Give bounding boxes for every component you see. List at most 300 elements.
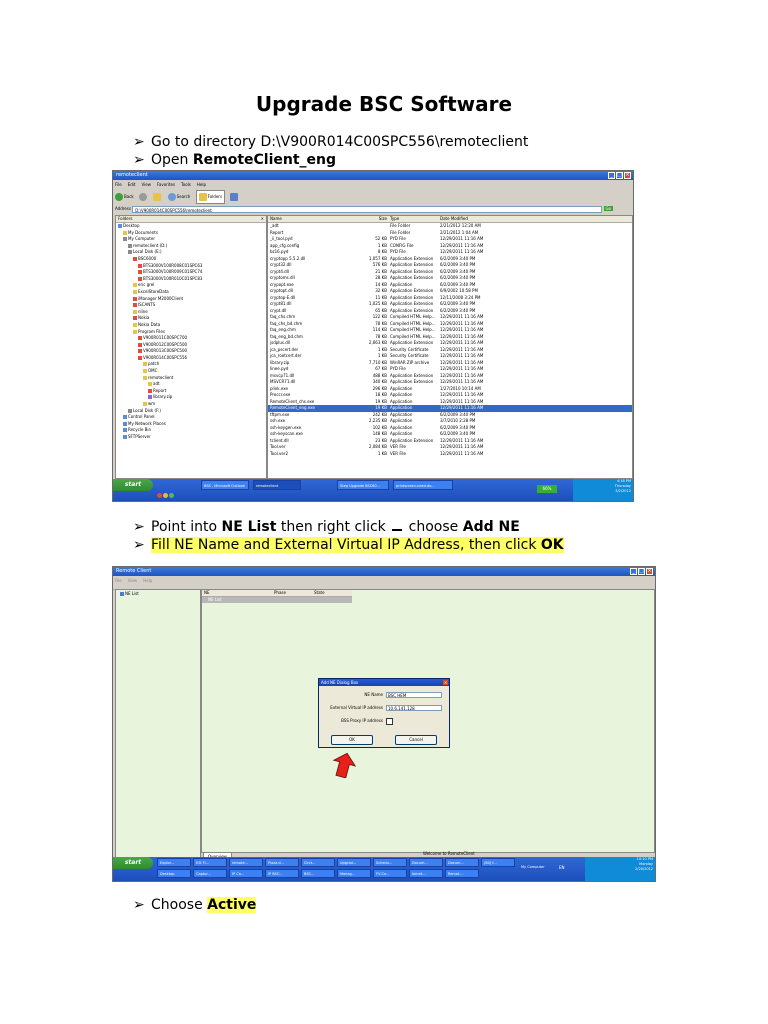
start-button[interactable]: start: [113, 479, 153, 491]
menu-file[interactable]: File: [115, 182, 122, 187]
file-name: ssh-keygen.exe: [270, 424, 302, 430]
file-date: 6/2/2009 3:40 PM: [440, 424, 476, 430]
folder-label: V900R014C00SPC556: [143, 354, 188, 360]
folder-icon: [133, 257, 137, 261]
file-size: 11 KB: [375, 294, 387, 300]
column-phase[interactable]: Phase: [274, 590, 286, 595]
close-icon[interactable]: ×: [647, 568, 652, 574]
taskbar-item[interactable]: Manag...: [337, 869, 371, 878]
close-icon[interactable]: ×: [625, 172, 630, 178]
ne-list-label: NE List: [125, 591, 139, 596]
file-type: Application: [390, 431, 413, 436]
file-size: 340 KB: [372, 379, 387, 384]
folder-label: Report: [153, 387, 167, 393]
folder-icon: [123, 428, 127, 432]
bullet-choose-active: [133, 896, 256, 914]
menu-edit[interactable]: Edit: [127, 182, 136, 187]
bullet-text: choose: [404, 519, 463, 535]
file-type: Application Extension: [390, 437, 434, 443]
external-ip-label: External Virtual IP address: [330, 705, 383, 710]
folder-label: patch: [148, 361, 160, 367]
ne-name-row: [323, 691, 442, 698]
bsc-proxy-label: BSS Proxy IP address: [341, 718, 383, 723]
taskbar-item[interactable]: remoteclient: [253, 480, 301, 490]
ne-list-row[interactable]: NE List: [202, 597, 352, 603]
file-date: 6/2/2009 3:40 PM: [440, 281, 476, 287]
address-input[interactable]: D:\V900R014C00SPC556\remoteclient: [132, 206, 602, 213]
taskbar-item[interactable]: BSC...: [301, 869, 335, 878]
column-date[interactable]: Date Modified: [440, 216, 468, 221]
folder-tree-item[interactable]: [116, 342, 266, 349]
file-type: Application: [390, 411, 413, 417]
file-size: 296 KB: [372, 385, 387, 391]
folder-tree-item[interactable]: [116, 296, 266, 303]
bullet-bold-text: Active: [207, 897, 257, 913]
folder-label: remoteclient (D:): [133, 242, 168, 248]
file-name: cryptopt.dll: [270, 288, 293, 293]
file-size: 1 KB: [377, 450, 387, 456]
file-name: jsdplus.dll: [270, 340, 291, 345]
folder-label: remoteclient: [148, 374, 174, 380]
folder-label: Recycle Bin: [128, 427, 152, 433]
file-date: 6/9/2002 10:58 PM: [440, 288, 478, 293]
forward-arrow-icon: [139, 193, 147, 201]
folder-tree-item[interactable]: [116, 236, 266, 243]
file-name: _ii_tool.pyd: [270, 236, 293, 241]
folder-tree-item[interactable]: [116, 329, 266, 336]
file-date: 6/2/2009 3:40 PM: [440, 262, 476, 267]
file-name: ssh.exe: [270, 418, 286, 423]
folder-tree-item[interactable]: [116, 223, 266, 230]
folder-icon: [133, 297, 137, 301]
remote-menubar: [115, 577, 158, 584]
app-icon[interactable]: [169, 493, 174, 498]
folder-label: ExcelStoreData: [138, 288, 169, 294]
column-name[interactable]: Name: [270, 216, 282, 221]
bsc-proxy-checkbox[interactable]: [386, 718, 393, 725]
file-name: crypopt.exe: [270, 281, 294, 287]
folder-icon: [138, 264, 142, 268]
folder-tree-item[interactable]: [116, 269, 266, 276]
folder-tree-item[interactable]: [116, 368, 266, 375]
up-button[interactable]: [153, 191, 162, 203]
folder-tree-item[interactable]: [116, 315, 266, 322]
file-row[interactable]: [268, 451, 632, 458]
folder-tree-item[interactable]: [116, 322, 266, 329]
explorer-title: remoteclient: [116, 172, 148, 178]
file-type: Compiled HTML Help...: [390, 320, 436, 326]
file-name: crypt81.dll: [270, 301, 292, 306]
folder-tree-item[interactable]: [116, 401, 266, 408]
file-date: 6/2/2009 3:40 PM: [440, 255, 476, 261]
search-button[interactable]: [168, 191, 191, 203]
folder-label: BSC6000: [138, 255, 157, 261]
minimize-icon[interactable]: _: [630, 568, 637, 575]
file-name: linee.pyd: [270, 366, 289, 371]
file-type: Application: [390, 281, 413, 287]
file-date: 12/29/2011 11:16 AM: [440, 249, 484, 254]
file-date: 12/29/2011 11:16 AM: [440, 327, 484, 332]
bullet-bold-text: NE List: [221, 519, 277, 535]
address-label: Address: [115, 206, 131, 211]
folder-tree-item[interactable]: [116, 361, 266, 368]
start-button[interactable]: start: [113, 857, 153, 869]
clock-day: Thursday: [614, 484, 631, 488]
folder-tree-item[interactable]: [116, 243, 266, 250]
arrow-bullet-icon: ➢: [133, 897, 145, 913]
quick-launch: [157, 492, 187, 499]
file-type: Application Extension: [390, 288, 434, 293]
folder-tree-item[interactable]: [116, 421, 266, 428]
taskbar-item[interactable]: Docum...: [445, 858, 479, 867]
file-name: crypt4.dll: [270, 268, 289, 274]
folder-tree-item[interactable]: [116, 230, 266, 237]
folder-label: wm: [148, 401, 156, 407]
folder-label: Local Disk (E:): [133, 249, 162, 255]
minimize-icon[interactable]: _: [608, 172, 615, 179]
folder-label: OMC: [148, 368, 158, 374]
taskbar-item[interactable]: FV-Co...: [373, 869, 407, 878]
file-size: 1,057 KB: [368, 255, 387, 261]
file-name: cryptoms.dll: [270, 275, 295, 280]
folder-icon: [148, 382, 152, 386]
menu-file[interactable]: File: [115, 578, 122, 583]
folder-icon: [133, 310, 137, 314]
folder-tree-item[interactable]: [116, 394, 266, 401]
file-size: 52 KB: [375, 236, 387, 241]
file-size: 78 KB: [375, 333, 387, 339]
folders-header-label: Folders: [118, 216, 133, 221]
folders-pane: [115, 215, 267, 479]
file-name: Proccr.exe: [270, 392, 291, 397]
forward-button[interactable]: [139, 191, 148, 203]
taskbar-item[interactable]: Captur...: [193, 869, 227, 878]
folder-label: V900R013C00SPC500: [143, 348, 188, 354]
file-type: PYD File: [390, 249, 406, 254]
remote-title: Remote Client: [116, 568, 152, 574]
file-type: PYD File: [390, 236, 406, 241]
bullet-point-ne-list: [133, 518, 520, 536]
folders-header: [116, 216, 266, 223]
file-type: Application Extension: [390, 340, 434, 345]
external-ip-input[interactable]: 10.6.141.128: [386, 705, 442, 711]
file-size: 1 KB: [377, 353, 387, 358]
taskbar-item[interactable]: Circt...: [301, 858, 335, 867]
folder-label: Program Files: [138, 328, 165, 334]
file-date: 1/27/2010 10:14 AM: [440, 385, 481, 391]
file-date: 6/2/2009 3:40 PM: [440, 431, 476, 436]
ok-button[interactable]: OK: [331, 735, 373, 745]
folder-tree-item[interactable]: [116, 309, 266, 316]
folder-label: iManager M2000Client: [138, 295, 184, 301]
my-computer-label[interactable]: My Computer: [521, 865, 545, 869]
folder-icon: [123, 231, 127, 235]
file-name: faq_chs_bd.chm: [270, 320, 303, 326]
file-type: CONFIG File: [390, 242, 414, 248]
file-type: Application: [390, 424, 413, 430]
file-date: 2/21/2012 1:04 AM: [440, 229, 479, 235]
folder-label: eric grel: [138, 282, 155, 288]
menu-help[interactable]: Help: [196, 182, 207, 187]
file-size: 2,663 KB: [368, 340, 387, 345]
taskbar-item[interactable]: Plaza.d...: [265, 858, 299, 867]
folder-label: Local Disk (F:): [133, 407, 161, 413]
file-name: _adt: [270, 223, 279, 228]
taskbar-item[interactable]: IP Ca...: [229, 869, 263, 878]
external-ip-row: [323, 704, 442, 711]
file-size: 21 KB: [375, 268, 387, 274]
folder-tree-item[interactable]: [116, 388, 266, 395]
folder-tree-item[interactable]: [116, 256, 266, 263]
close-pane-icon[interactable]: ×: [260, 216, 264, 221]
bullet-text: Go to directory D:\V900R014C00SPC556\remoteclient: [151, 134, 529, 150]
arrow-bullet-icon: ➢: [133, 152, 145, 168]
folder-label: Nokia Data: [138, 321, 161, 327]
language-indicator[interactable]: EN: [559, 865, 565, 870]
folder-tree-item[interactable]: [116, 263, 266, 270]
folder-icon: [138, 336, 142, 340]
file-date: 12/29/2011 11:16 AM: [440, 340, 484, 345]
menu-view[interactable]: View: [141, 182, 151, 187]
file-date: 12/29/2011 11:16 AM: [440, 372, 484, 378]
folder-tree-item[interactable]: [116, 408, 266, 415]
file-size: 1 KB: [377, 242, 387, 248]
folder-tree-item[interactable]: [116, 276, 266, 283]
file-type: Application: [390, 418, 413, 423]
taskbar-item[interactable]: Schedu...: [373, 858, 407, 867]
folder-icon: [143, 369, 147, 373]
explorer-screenshot: [112, 170, 634, 502]
dialog-title: Add NE Dialog Box: [321, 680, 359, 685]
file-name: Tool.ver2: [270, 450, 289, 456]
maximize-icon[interactable]: □: [639, 568, 644, 574]
add-ne-dialog: [318, 678, 450, 748]
taskbar-item[interactable]: Desktop: [157, 869, 191, 878]
file-date: 12/11/2008 3:24 PM: [440, 294, 481, 300]
menu-tools[interactable]: Tools: [181, 182, 191, 187]
file-size: 114 KB: [372, 327, 387, 332]
file-date: 12/29/2011 11:16 AM: [440, 333, 484, 339]
file-date: 12/29/2011 11:16 AM: [440, 450, 484, 456]
file-type: Application Extension: [390, 262, 434, 267]
file-date: 2/21/2012 12:20 AM: [440, 223, 481, 228]
folder-tree-item[interactable]: [116, 282, 266, 289]
file-date: 12/29/2011 11:16 AM: [440, 437, 484, 443]
file-date: 6/2/2009 3:40 PM: [440, 268, 476, 274]
file-size: 7,710 KB: [368, 359, 387, 365]
folder-tree-item[interactable]: [116, 375, 266, 382]
folder-label: Desktop: [123, 223, 140, 228]
bullet-text: Open: [151, 152, 193, 168]
folders-button[interactable]: [196, 190, 225, 204]
back-button[interactable]: [115, 191, 134, 203]
file-type: Application Extension: [390, 268, 434, 274]
file-type: Compiled HTML Help...: [390, 314, 436, 319]
folder-tree-item[interactable]: [116, 289, 266, 296]
search-label: Search: [176, 194, 191, 199]
taskbar-item[interactable]: printscreen-need.do...: [393, 480, 453, 490]
folder-tree-item[interactable]: [116, 348, 266, 355]
taskbar-item[interactable]: ESI Fl...: [193, 858, 227, 867]
ne-table-header: [202, 590, 352, 597]
arrow-bullet-icon: ➢: [133, 537, 145, 553]
folder-label: Nokia: [138, 315, 150, 321]
column-state[interactable]: State: [314, 590, 325, 595]
file-name: cryptop-E.dll: [270, 294, 296, 300]
page-title: Upgrade BSC Software: [255, 92, 513, 116]
file-list: [267, 215, 633, 479]
file-date: 12/29/2011 11:16 AM: [440, 236, 484, 241]
file-type: Application: [390, 405, 413, 410]
search-icon: [168, 193, 176, 201]
folder-icon: [133, 290, 137, 294]
taskbar-item[interactable]: talnet...: [409, 869, 443, 878]
taskbar-item[interactable]: Upgrad...: [337, 858, 371, 867]
taskbar-item[interactable]: Docum...: [409, 858, 443, 867]
file-name: plink.exe: [270, 385, 288, 391]
folder-tree-item[interactable]: [116, 302, 266, 309]
folder-tree-item[interactable]: [116, 434, 266, 441]
file-type: WinRAR ZIP archive: [390, 359, 430, 365]
file-type: Application Extension: [390, 255, 434, 261]
taskbar-item[interactable]: Step Upgrade BSC60...: [337, 480, 389, 490]
folder-label: My Network Places: [128, 420, 166, 426]
folder-icon: [138, 356, 142, 360]
folder-label: ISCANTS: [138, 302, 156, 308]
folder-label: V900R011C00SPC700: [143, 335, 188, 341]
dialog-title-bar: [319, 679, 449, 686]
taskbar-item[interactable]: IP BSC...: [265, 869, 299, 878]
file-size: 576 KB: [372, 262, 387, 267]
file-date: 12/29/2011 11:16 AM: [440, 359, 484, 365]
clock-day: Monday: [639, 862, 653, 866]
menu-help[interactable]: Help: [143, 578, 153, 583]
taskbar-item[interactable]: remote...: [229, 858, 263, 867]
taskbar-item[interactable]: Remot...: [445, 869, 479, 878]
folders-icon: [199, 193, 207, 201]
file-size: 32 KB: [375, 288, 387, 293]
file-date: 12/29/2011 11:16 AM: [440, 444, 484, 449]
bullet-bold-text: RemoteClient_eng: [192, 152, 337, 168]
taskbar-item[interactable]: Explor...: [157, 858, 191, 867]
taskbar-item[interactable]: BSS - Microsoft Outlook: [201, 480, 249, 490]
menu-favorites[interactable]: Favorites: [156, 182, 176, 187]
bullet-text-highlighted: Fill NE Name and External Virtual IP Address, then click: [151, 537, 541, 553]
file-type: Security Certificate: [390, 353, 429, 358]
maximize-icon[interactable]: □: [617, 172, 622, 178]
file-type: File Folder: [390, 229, 411, 235]
file-size: 18 KB: [375, 392, 387, 397]
cancel-button[interactable]: Cancel: [395, 735, 437, 745]
folder-tree-item[interactable]: [116, 335, 266, 342]
file-type: Application: [390, 385, 413, 391]
right-arrow-symbol-icon: [392, 522, 402, 531]
window-buttons: [607, 172, 631, 179]
views-button[interactable]: [230, 191, 239, 203]
arrow-bullet-icon: ➢: [133, 134, 145, 150]
address-bar: [115, 204, 631, 213]
folder-tree-item[interactable]: [116, 381, 266, 388]
column-type[interactable]: Type: [390, 216, 400, 221]
folder-icon: [123, 422, 127, 426]
system-tray: [585, 857, 655, 881]
menu-view[interactable]: View: [127, 578, 138, 583]
file-type: File Folder: [390, 223, 411, 228]
file-type: PYD File: [390, 366, 406, 371]
folder-icon: [133, 316, 137, 320]
column-size[interactable]: Size: [378, 216, 387, 221]
file-name: app_cfg.config: [270, 242, 300, 248]
folder-tree-item[interactable]: [116, 355, 266, 362]
folder-label: adt: [153, 381, 160, 387]
file-name: tftpm.exe: [270, 411, 290, 417]
folder-tree: [116, 223, 266, 441]
folder-icon: [143, 362, 147, 366]
file-date: 12/29/2011 11:16 AM: [440, 314, 484, 319]
bullet-goto-directory: [133, 133, 528, 151]
go-button[interactable]: Go: [605, 206, 612, 211]
bullet-open-remoteclient: [133, 151, 336, 169]
folder-icon: [148, 395, 152, 399]
folder-tree-item[interactable]: [116, 414, 266, 421]
ne-list-icon: [120, 592, 124, 596]
file-type: Application Extension: [390, 372, 434, 378]
file-name: tclient.dll: [270, 437, 289, 443]
app-icon[interactable]: [163, 493, 168, 498]
folder-icon: [123, 237, 127, 241]
folder-icon: [123, 415, 127, 419]
file-type: Application Extension: [390, 307, 434, 313]
ne-name-input[interactable]: BSC HEM: [386, 692, 442, 698]
file-size: 78 KB: [375, 320, 387, 326]
file-type: VER File: [390, 450, 407, 456]
folder-icon: [143, 402, 147, 406]
folder-icon: [138, 343, 142, 347]
file-list-header: [268, 216, 632, 223]
status-text: Welcome to RemoteClient: [423, 851, 475, 856]
file-size: 1,025 KB: [368, 301, 387, 306]
folder-tree-item[interactable]: [116, 249, 266, 256]
file-date: 12/29/2011 11:16 AM: [440, 398, 484, 404]
file-size: 242 KB: [372, 411, 387, 417]
folder-label: My Computer: [128, 236, 155, 242]
dialog-close-icon[interactable]: ×: [443, 680, 448, 685]
file-name: cryptopp 5.5.2.dll: [270, 255, 306, 261]
taskbar-item[interactable]: (80) f...: [481, 858, 515, 867]
app-icon[interactable]: [157, 493, 162, 498]
bullet-text: Choose: [151, 897, 208, 913]
file-name: crypt.dll: [270, 307, 287, 313]
bullet-text: then right click: [276, 519, 391, 535]
folder-icon: [133, 330, 137, 334]
file-name: RemoteClient_eng.exe: [270, 405, 315, 410]
file-size: 28 KB: [375, 275, 387, 280]
file-type: VER File: [390, 444, 407, 449]
file-rows: [268, 223, 632, 457]
file-type: Application Extension: [390, 294, 434, 300]
file-name: ssh-keyscan.exe: [270, 431, 303, 436]
file-type: Compiled HTML Help...: [390, 333, 436, 339]
column-ne[interactable]: NE: [204, 590, 210, 595]
folder-tree-item[interactable]: [116, 427, 266, 434]
file-name: Tool.ver: [270, 444, 286, 449]
system-tray: [573, 479, 633, 501]
file-size: 67 KB: [375, 366, 387, 371]
folder-icon: [133, 323, 137, 327]
folder-label: V900R012C00SPC500: [143, 341, 188, 347]
ne-list-node[interactable]: [116, 590, 200, 596]
folder-icon: [128, 244, 132, 248]
